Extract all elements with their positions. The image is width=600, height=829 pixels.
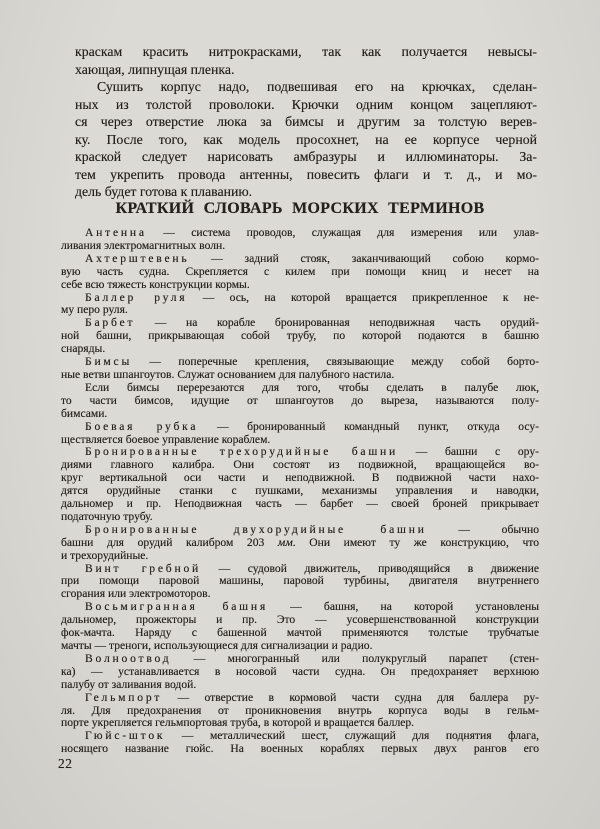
text-line [75,78,537,96]
paragraph [75,78,537,201]
text-segment: мачты — треноги, использующиеся для сигнализации и радио. [61,639,373,652]
paragraph [61,563,539,602]
paragraph [61,730,539,756]
text-segment: себе всю тяжесть конструкции кормы. [61,277,250,291]
text-segment: снаряды. [61,342,106,356]
text-segment: дель будет готова к плаванию. [75,184,253,200]
text-segment: фок-мачта. Наряду с башенной мачтой применяются толстые трубчатые [61,626,539,640]
text-segment: ные ветви шпангоутов. Служат основанием для палубного настила. [61,367,395,381]
text-segment: ка) — устанавливается в носовой части судна. Он предохраняет верхнюю [61,664,539,678]
text-segment: палубу от заливания водой. [61,677,197,691]
paragraph [61,227,539,253]
dictionary-term: Ахтерштевень [85,251,190,265]
text-line [61,330,539,343]
text-segment: — ось, на которой вращается прикрепленное к не- [187,290,539,304]
text-segment: диями главного калибра. Они состоят из подвижной, вращающейся во- [61,458,539,472]
text-segment: Если бимсы перерезаются для того, чтобы сделать в палубе люк, [85,380,539,394]
text-segment: — башни с ору- [398,445,539,459]
text-line [61,395,539,408]
text-segment: башни для орудий калибром 203 [61,535,278,549]
paragraph [61,356,539,382]
text-segment: носящего название гюйс. На военных кораблях первых двух рангов его [61,742,539,756]
text-segment: ных из толстой проволоки. Крючки одним концом зацепляют- [75,96,537,112]
text-segment: вую часть судна. Скрепляется с килем при помощи книц и несет на [61,264,539,278]
dictionary-section [61,227,539,756]
text-segment: му перо руля. [61,303,128,317]
text-segment: краской следует нарисовать амбразуры и иллюминаторы. За- [75,149,537,165]
text-segment: бимсами. [61,406,108,420]
text-segment: ку. После того, как модель просохнет, на ее корпусе черной [75,131,537,147]
text-segment: и трехорудийные. [61,548,149,562]
text-segment: податочную трубу. [61,509,153,523]
italic-text: мм [277,535,293,549]
paragraph [61,292,539,318]
text-segment: — задний стояк, заканчивающий собою кормо- [189,251,539,265]
dictionary-term: Бимсы [85,355,133,369]
text-segment: дальномер и пр. Неподвижная часть — барбет — своей броней прикрывает [61,497,539,511]
text-line [61,292,539,305]
text-line [75,148,537,166]
dictionary-term: Баллер руля [85,290,188,304]
dictionary-term: Гельмпорт [85,690,163,704]
text-segment: сгорания или электромоторов. [61,587,211,601]
text-line [75,61,537,79]
text-line [75,131,537,149]
text-segment: ля. Для предохранения от проникновения внутрь корпуса воды в гельм- [61,703,539,717]
paragraph [61,382,539,421]
text-segment: круг вертикальной оси части и неподвижной. В подвижной части нахо- [61,471,539,485]
dictionary-term: Гюйс-шток [85,729,166,743]
dictionary-term: Барбет [85,316,136,330]
text-line [75,113,537,131]
paragraph [61,317,539,356]
text-segment: при помощи паровой машины, паровой турбины, двигателя внутреннего [61,574,539,588]
text-segment: Сушить корпус надо, подвешивая его на крючках, сделан- [97,79,537,95]
paragraph [61,653,539,692]
section-heading: КРАТКИЙ СЛОВАРЬ МОРСКИХ ТЕРМИНОВ [115,200,485,217]
text-segment: дятся орудийные станки с пушками, механизмы управления и наводки, [61,484,539,498]
text-segment: . Они имеют ту же конструкцию, что [292,535,539,549]
text-line [75,166,537,184]
text-segment: ществляется боевое управление кораблем. [61,432,271,446]
page-number: 22 [58,756,73,771]
text-segment: — судовой движитель, приводящийся в движение [201,561,539,575]
text-segment: ной башни, прикрывающая собой трубу, по которой подаются в башню [61,329,539,343]
text-segment: дальномер, прожекторы и пр. Это — усовершенствованной конструкции [61,613,539,627]
text-segment: ся через отверстие люка за бимсы и другим за толстую верев- [75,114,537,130]
text-segment: — поперечные крепления, связывающие между собой борто- [132,355,539,369]
intro-section [75,43,537,201]
dictionary-term: Восьмигранная башня [85,600,268,614]
text-segment: краскам красить нитрокрасками, так как получается невысы- [75,44,537,59]
text-line [75,96,537,114]
text-segment: — отверстие в кормовой части судна для баллера ру- [162,690,539,704]
paragraph [61,601,539,653]
text-line [61,743,539,756]
paragraph [61,446,539,523]
dictionary-term: Боевая рубка [85,419,199,433]
paragraph [61,421,539,447]
dictionary-term: Винт гребной [85,561,202,575]
text-segment: — на корабле бронированная неподвижная часть орудий- [135,316,539,330]
text-segment: — многогранный или полукруглый парапет (стен- [171,651,539,665]
paragraph [61,253,539,292]
dictionary-term: Бронированные трехорудийные башни [85,445,399,459]
text-segment: — обычно [426,522,539,536]
text-segment: — бронированный командный пункт, откуда осу- [198,419,540,433]
dictionary-term: Бронированные двухорудийные башни [85,522,427,536]
text-segment: — система проводов, служащая для измерения или улав- [146,226,539,239]
text-segment: порте укрепляется гельмпортовая труба, в которой и вращается баллер. [61,716,415,730]
text-segment: — башня, на которой установлены [267,600,539,614]
text-segment: — металлический шест, служащий для поднятия флага, [165,729,539,743]
text-segment: ливания электромагнитных волн. [61,238,226,252]
paragraph [61,524,539,563]
dictionary-term: Волноотвод [85,651,172,665]
text-segment: хающая, липнущая пленка. [75,61,235,77]
text-line [75,43,537,61]
paragraph [75,43,537,78]
dictionary-term: Антенна [85,226,147,239]
text-segment: то части бимсов, идущие от шпангоутов до выреза, называются полу- [61,393,539,407]
text-segment: тем укрепить провода антенны, повесить флаги и т. д., и мо- [75,166,537,182]
paragraph [61,692,539,731]
